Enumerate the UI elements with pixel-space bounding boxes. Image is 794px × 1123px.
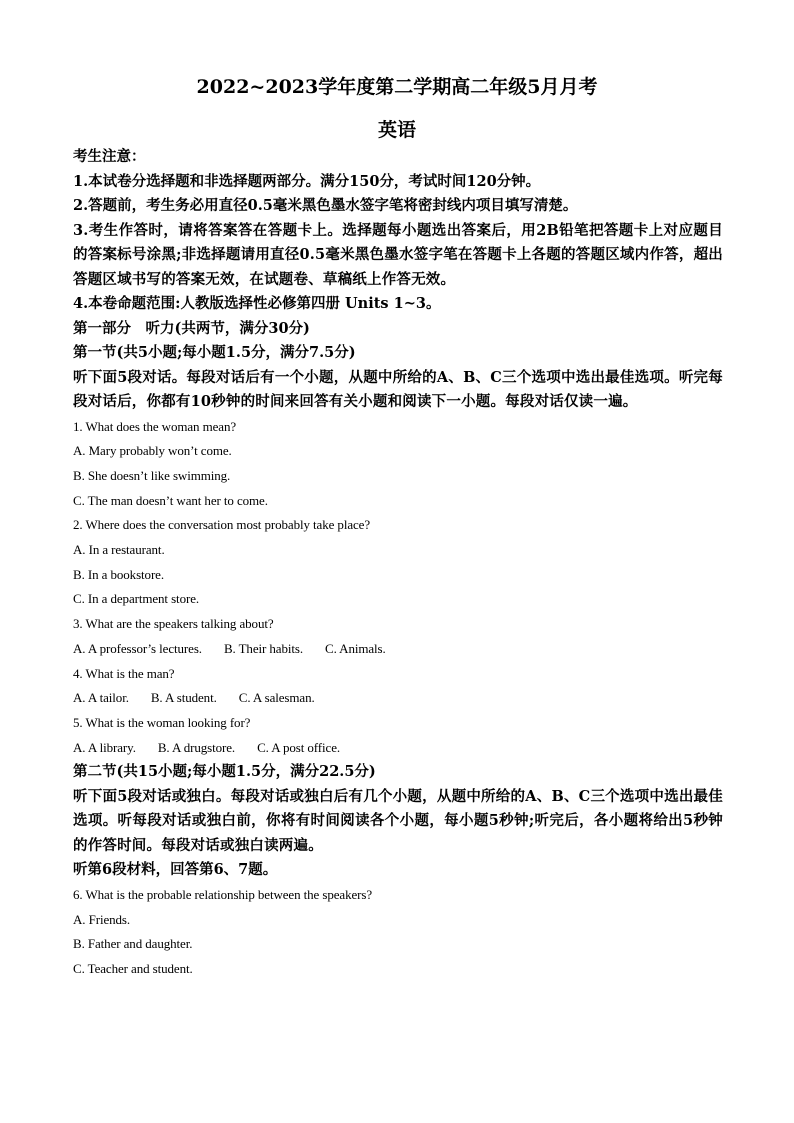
question-options-row <box>73 736 723 761</box>
notice-item: 3.考生作答时，请将答案答在答题卡上。选择题每小题选出答案后，用2B铅笔把答题卡上对应题目的答案标号涂黑;非选择题请用直径0.5毫米黑色墨水签字笔在答题卡上各题的答题区域内作答，超出答题区域书写的答案无效，在试题卷、草稿纸上作答无效。 <box>73 221 723 288</box>
question-options-row <box>73 637 723 662</box>
question-option: C. The man doesn’t want her to come. <box>73 492 268 508</box>
question-option: A. A library. <box>73 739 136 755</box>
question-stem: 1. What does the woman mean? <box>73 418 237 434</box>
section-heading: 第一节(共5小题;每小题1.5分，满分7.5分) <box>73 344 356 361</box>
question-option: C. A post office. <box>257 739 341 755</box>
question-option: A. A tailor. <box>73 690 129 706</box>
exam-content <box>73 145 723 982</box>
notice-item: 1.本试卷分选择题和非选择题两部分。满分150分，考试时间120分钟。 <box>73 172 541 190</box>
question-option: C. In a department store. <box>73 591 200 607</box>
notice-item: 4.本卷命题范围:人教版选择性必修第四册 Units 1~3。 <box>73 295 441 312</box>
exam-title: 2022~2023学年度第二学期高二年级5月月考 <box>196 76 598 98</box>
question-option: B. A student. <box>150 690 217 706</box>
section-instructions: 听下面5段对话。每段对话后有一个小题，从题中所给的A、B、C三个选项中选出最佳选项。听完每段对话后，你都有10秒钟的时间来回答有关小题和阅读下一小题。每段对话仅读一遍。 <box>73 368 723 410</box>
question-stem: 6. What is the probable relationship between the speakers? <box>73 886 372 902</box>
notice-item: 2.答题前，考生务必用直径0.5毫米黑色墨水签字笔将密封线内项目填写清楚。 <box>73 197 578 214</box>
subject-title: 英语 <box>377 119 416 141</box>
question-option: B. Father and daughter. <box>73 936 193 952</box>
section-instructions: 听下面5段对话或独白。每段对话或独白后有几个小题，从题中所给的A、B、C三个选项中选出最佳选项。听每段对话或独白前，你将有时间阅读各个小题，每小题5秒钟;听完后，各小题将给出5秒钟的作答时间。每段对话或独白读两遍。 <box>73 787 723 854</box>
question-option: A. A professor’s lectures. <box>73 640 202 656</box>
question-option: A. Friends. <box>73 911 131 927</box>
question-stem: 2. Where does the conversation most probably take place? <box>73 517 371 533</box>
question-option: B. Their habits. <box>223 640 303 656</box>
question-option: B. A drugstore. <box>157 739 236 755</box>
notice-heading: 考生注意： <box>73 148 146 165</box>
question-option: B. In a bookstore. <box>73 566 164 582</box>
question-option: C. Teacher and student. <box>73 960 193 976</box>
question-option: A. In a restaurant. <box>73 542 165 558</box>
part-heading: 第一部分 听力(共两节，满分30分) <box>73 319 310 337</box>
question-stem: 5. What is the woman looking for? <box>73 714 251 730</box>
question-stem: 4. What is the man? <box>73 665 175 681</box>
material-note: 听第6段材料，回答第6、7题。 <box>73 861 278 879</box>
question-option: C. A salesman. <box>238 690 315 706</box>
question-option: B. She doesn’t like swimming. <box>73 467 231 483</box>
question-stem: 3. What are the speakers talking about? <box>73 616 274 632</box>
question-option: A. Mary probably won’t come. <box>73 443 232 459</box>
question-options-row <box>73 686 723 711</box>
question-option: C. Animals. <box>325 640 386 656</box>
section-heading: 第二节(共15小题;每小题1.5分，满分22.5分) <box>73 763 376 781</box>
